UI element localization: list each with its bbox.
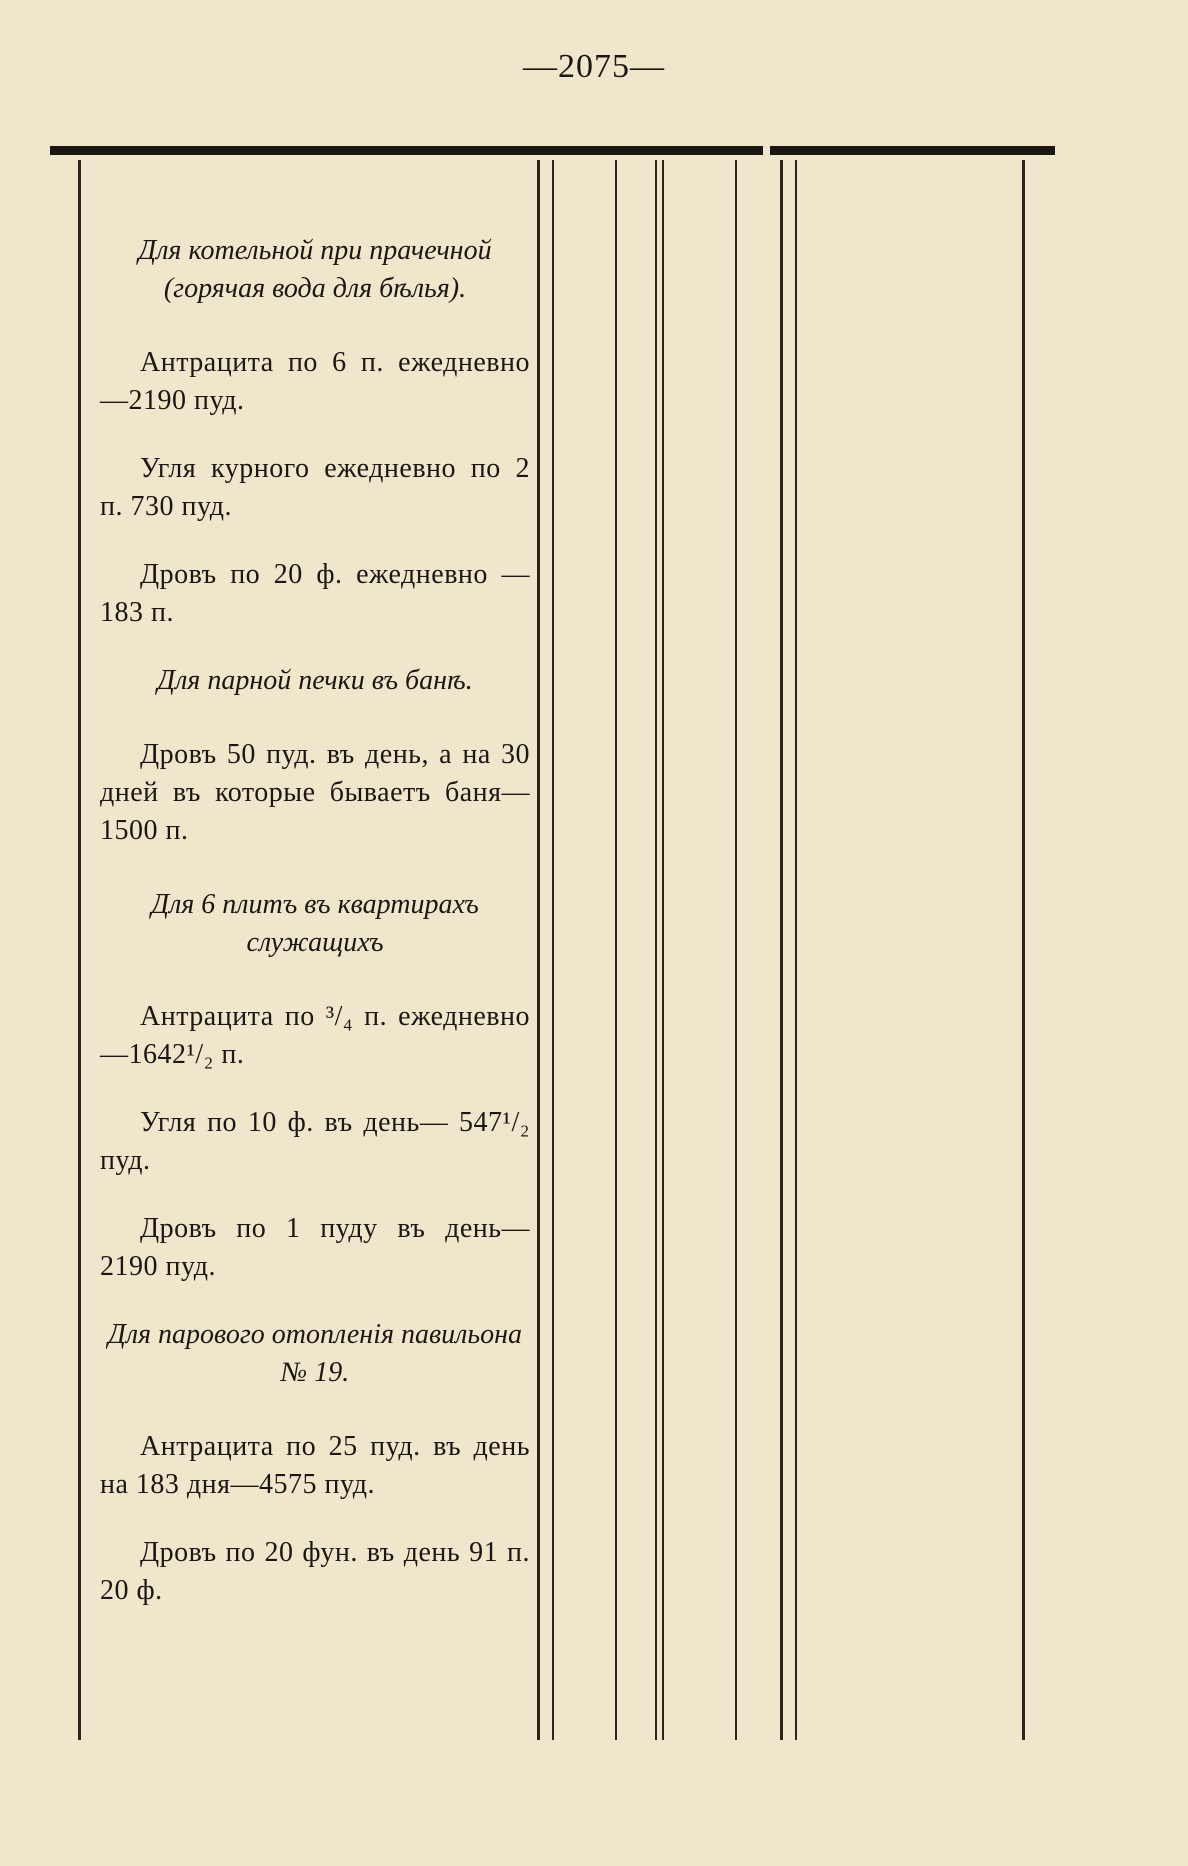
column-line-3 [655, 160, 657, 1740]
section-heading: Для 6 плитъ въ квартирахъ служащихъ [151, 889, 479, 958]
column-line-right [1022, 160, 1025, 1740]
section-heading: Для парной печки въ банѣ. [157, 665, 473, 696]
entry: Дровъ по 20 ф. ежедневно —183 п. [100, 559, 530, 628]
entry: Антрацита по ³/₄ п. ежедневно—1642¹/₂ п. [100, 1001, 530, 1070]
entry: Угля по 10 ф. въ день— 547¹/₂ пуд. [100, 1107, 530, 1176]
entry: Дровъ 50 пуд. въ день, а на 30 дней въ которые бываетъ баня—1500 п. [100, 739, 530, 846]
table-top-rule [50, 146, 1055, 155]
column-line-6 [795, 160, 797, 1740]
entry: Дровъ по 20 фун. въ день 91 п. 20 ф. [100, 1537, 530, 1606]
page-number: —2075— [523, 48, 665, 85]
column-line-5 [780, 160, 783, 1740]
column-line-left [78, 160, 81, 1740]
entry: Дровъ по 1 пуду въ день— 2190 пуд. [100, 1213, 530, 1282]
column-line-3b [662, 160, 664, 1740]
entry: Угля курного ежедневно по 2 п. 730 пуд. [100, 453, 530, 522]
entry: Антрацита по 25 пуд. въ день на 183 дня—4575 пуд. [100, 1431, 530, 1500]
table-top-rule-gap [763, 146, 770, 155]
text-column [100, 232, 530, 1610]
column-line-1b [552, 160, 554, 1740]
column-line-1 [537, 160, 540, 1740]
column-line-2 [615, 160, 617, 1740]
section-heading: Для парового отопленія павильона № 19. [108, 1319, 522, 1388]
section-heading: Для котельной при прачечной (горячая вода для бѣлья). [138, 235, 492, 304]
entry: Антрацита по 6 п. ежедневно—2190 пуд. [100, 347, 530, 416]
column-line-4 [735, 160, 737, 1740]
